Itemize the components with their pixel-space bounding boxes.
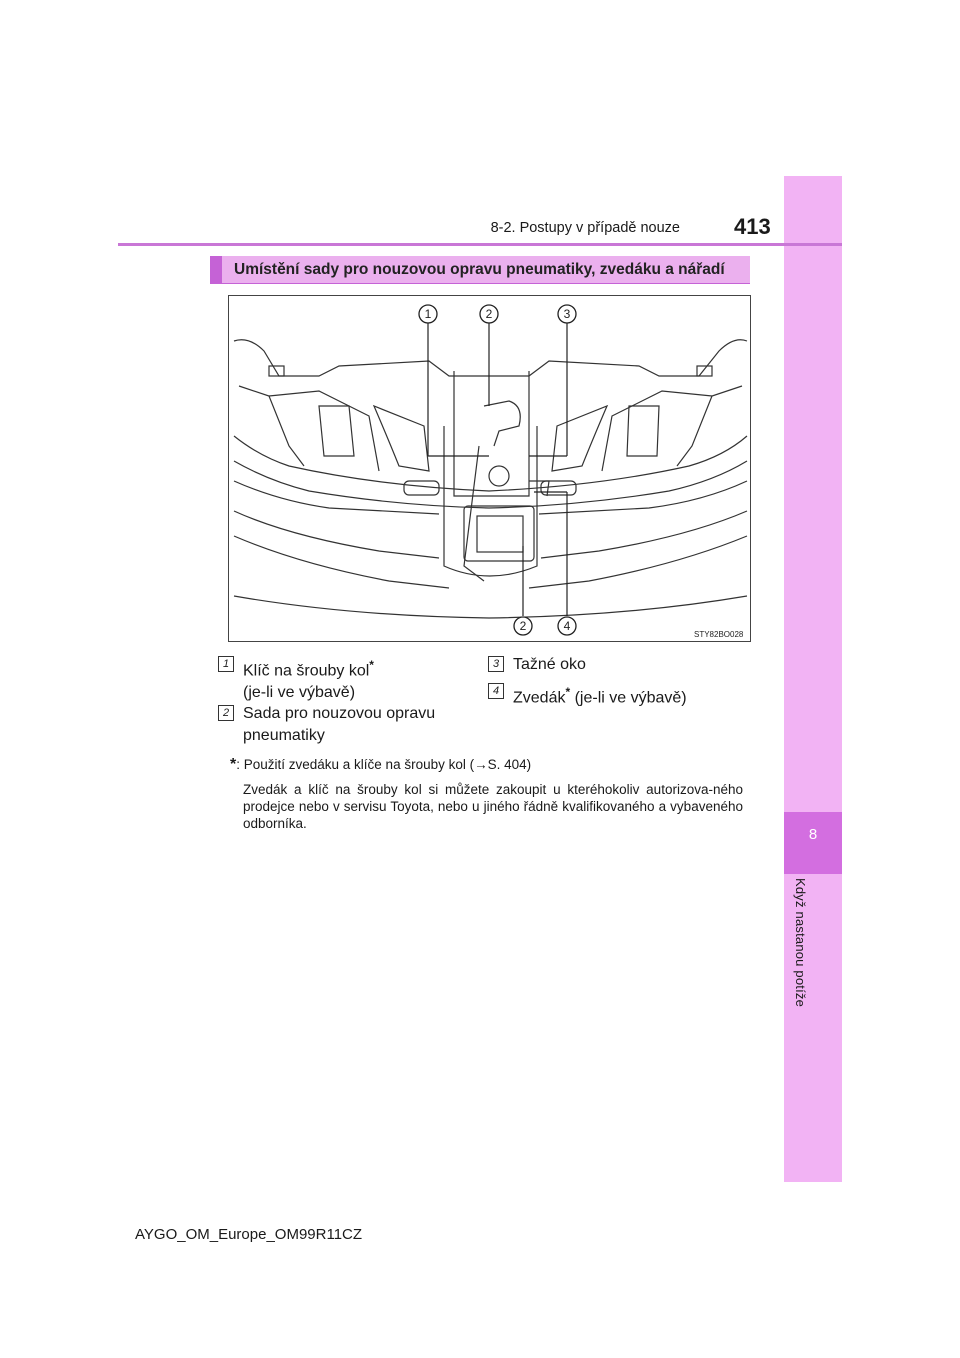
- item-3-number: 3: [488, 656, 504, 672]
- item-4: [513, 681, 687, 709]
- footnote-text: : Použití zvedáku a klíče na šrouby kol (→S. 404): [236, 757, 532, 772]
- document-code: AYGO_OM_Europe_OM99R11CZ: [135, 1226, 363, 1243]
- info-paragraph: Zvedák a klíč na šrouby kol si můžete zakoupit u kteréhokoliv autorizova-ného prodejce nebo v servisu Toyota, nebo u jiného řádně kvalifikovaného a vybaveného odborníka.: [243, 782, 743, 831]
- header-divider: [118, 243, 842, 246]
- item-2: [243, 703, 435, 747]
- item-2-sub: pneumatiky: [243, 727, 325, 744]
- item-3-label: Tažné oko: [513, 656, 586, 673]
- item-2-number: 2: [218, 705, 234, 721]
- item-1-sub: (je-li ve výbavě): [243, 684, 356, 702]
- item-4-sub: (je-li ve výbavě): [574, 689, 687, 707]
- chapter-side-tab: [784, 176, 842, 1182]
- chapter-title: Když nastanou potíže: [793, 878, 808, 1008]
- item-1: [243, 654, 374, 704]
- item-4-label: Zvedák: [513, 689, 566, 707]
- footnote: [230, 756, 531, 774]
- item-1-number: 1: [218, 656, 234, 672]
- page-number: 413: [734, 214, 771, 239]
- trunk-drawing: [229, 296, 751, 642]
- box-title-text: Umístění sady pro nouzovou opravu pneumatiky, zvedáku a nářadí: [234, 261, 725, 278]
- item-4-star: *: [565, 685, 571, 699]
- footnote-star: *: [230, 756, 237, 773]
- item-3: [513, 654, 586, 676]
- callout-2-bottom: 2: [519, 619, 527, 633]
- item-4-number: 4: [488, 683, 504, 699]
- section-title: 8-2. Postupy v případě nouze: [490, 220, 680, 236]
- callout-4: 4: [563, 619, 571, 633]
- figure-code: STY82BO028: [694, 630, 744, 639]
- callout-1: 1: [424, 307, 432, 321]
- section-box-title: [210, 256, 750, 284]
- callout-3: 3: [563, 307, 571, 321]
- chapter-number: 8: [808, 826, 818, 843]
- chapter-side-tab-active: [784, 812, 842, 874]
- item-2-label: Sada pro nouzovou opravu: [243, 705, 436, 722]
- trunk-illustration: [228, 295, 751, 642]
- callout-2: 2: [485, 307, 493, 321]
- item-1-star: *: [369, 658, 374, 672]
- item-1-label: Klíč na šrouby kol: [243, 662, 370, 680]
